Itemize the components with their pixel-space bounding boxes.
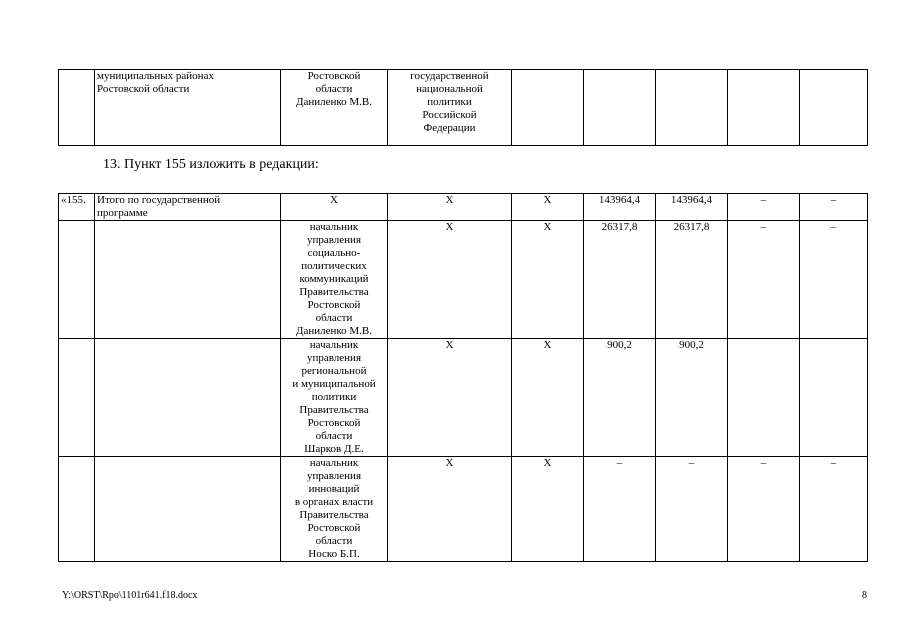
top-name-line: муниципальных районах [97, 70, 214, 82]
footer-file-path: Y:\ORST\Rpo\1101r641.f18.docx [62, 590, 198, 601]
top-cell-empty [728, 70, 800, 146]
responsible-line: Х [330, 194, 338, 206]
name-line: Итого по государственной [97, 194, 221, 206]
cell-col5: 900,2 [584, 339, 656, 457]
cell-col5: 26317,8 [584, 221, 656, 339]
responsible-line: Правительства [299, 286, 369, 298]
top-cell-col3 [388, 70, 512, 146]
responsible-line: Ростовской [307, 299, 361, 311]
responsible-line: Шарков Д.Е. [304, 443, 364, 455]
cell-col4: Х [512, 194, 584, 221]
cell-number [59, 457, 95, 562]
cell-col6: 26317,8 [656, 221, 728, 339]
table-row [59, 339, 868, 457]
top-table-row [59, 70, 868, 146]
top-name-line: Ростовской области [97, 83, 190, 95]
cell-col7 [728, 339, 800, 457]
cell-number: «155. [59, 194, 95, 221]
cell-name [95, 339, 281, 457]
cell-number [59, 339, 95, 457]
cell-responsible [281, 221, 388, 339]
responsible-line: и муниципальной [292, 378, 376, 390]
responsible-line: Ростовской [307, 417, 361, 429]
name-line: программе [97, 207, 148, 219]
cell-col7: – [728, 457, 800, 562]
cell-col5: – [584, 457, 656, 562]
responsible-line: области [315, 430, 353, 442]
top-cell-num [59, 70, 95, 146]
responsible-line: начальник [309, 457, 359, 469]
footer-page-number: 8 [862, 590, 867, 601]
cell-col3: Х [388, 221, 512, 339]
responsible-line: начальник [309, 339, 359, 351]
cell-col6: 143964,4 [656, 194, 728, 221]
cell-col4: Х [512, 457, 584, 562]
table-row [59, 221, 868, 339]
cell-responsible [281, 457, 388, 562]
responsible-line: Ростовской [307, 522, 361, 534]
cell-col8 [800, 339, 868, 457]
cell-responsible [281, 339, 388, 457]
responsible-line: инноваций [308, 483, 360, 495]
cell-number [59, 221, 95, 339]
cell-name [95, 457, 281, 562]
top-col3-line: политики [427, 96, 472, 108]
cell-col3: Х [388, 339, 512, 457]
top-cell-responsible [281, 70, 388, 146]
responsible-line: начальник [309, 221, 359, 233]
responsible-line: области [315, 535, 353, 547]
cell-responsible [281, 194, 388, 221]
responsible-line: области [315, 312, 353, 324]
cell-col8: – [800, 221, 868, 339]
cell-col6: 900,2 [656, 339, 728, 457]
cell-col8: – [800, 194, 868, 221]
top-resp-line: области [315, 83, 353, 95]
top-cell-empty [800, 70, 868, 146]
cell-col4: Х [512, 221, 584, 339]
responsible-line: политики [311, 391, 357, 403]
cell-name [95, 194, 281, 221]
top-col3-line: Российской [422, 109, 477, 121]
cell-col3: Х [388, 457, 512, 562]
top-cell-name [95, 70, 281, 146]
top-resp-line: Даниленко М.В. [295, 96, 373, 108]
cell-col8: – [800, 457, 868, 562]
responsible-line: Правительства [299, 404, 369, 416]
responsible-line: Даниленко М.В. [295, 325, 373, 337]
cell-col7: – [728, 221, 800, 339]
top-cell-empty [656, 70, 728, 146]
responsible-line: управления [306, 352, 362, 364]
responsible-line: Правительства [299, 509, 369, 521]
top-col3-line: государственной [410, 70, 489, 82]
responsible-line: региональной [301, 365, 367, 377]
cell-col3: Х [388, 194, 512, 221]
responsible-line: коммуникаций [299, 273, 369, 285]
table-row [59, 457, 868, 562]
cell-col5: 143964,4 [584, 194, 656, 221]
responsible-line: Носко Б.П. [308, 548, 360, 560]
top-table [58, 69, 868, 146]
cell-col7: – [728, 194, 800, 221]
responsible-line: управления [306, 470, 362, 482]
top-col3-line: Федерации [423, 122, 476, 134]
cell-name [95, 221, 281, 339]
responsible-line: в органах власти [294, 496, 374, 508]
responsible-line: социально- [307, 247, 361, 259]
top-cell-empty [512, 70, 584, 146]
main-table-body [59, 194, 868, 562]
table-row [59, 194, 868, 221]
cell-col6: – [656, 457, 728, 562]
responsible-line: политических [301, 260, 367, 272]
top-resp-line: Ростовской [307, 70, 361, 82]
top-cell-empty [584, 70, 656, 146]
main-table [58, 193, 868, 562]
cell-col4: Х [512, 339, 584, 457]
responsible-line: управления [306, 234, 362, 246]
top-col3-line: национальной [416, 83, 483, 95]
section-heading: 13. Пункт 155 изложить в редакции: [103, 157, 319, 172]
